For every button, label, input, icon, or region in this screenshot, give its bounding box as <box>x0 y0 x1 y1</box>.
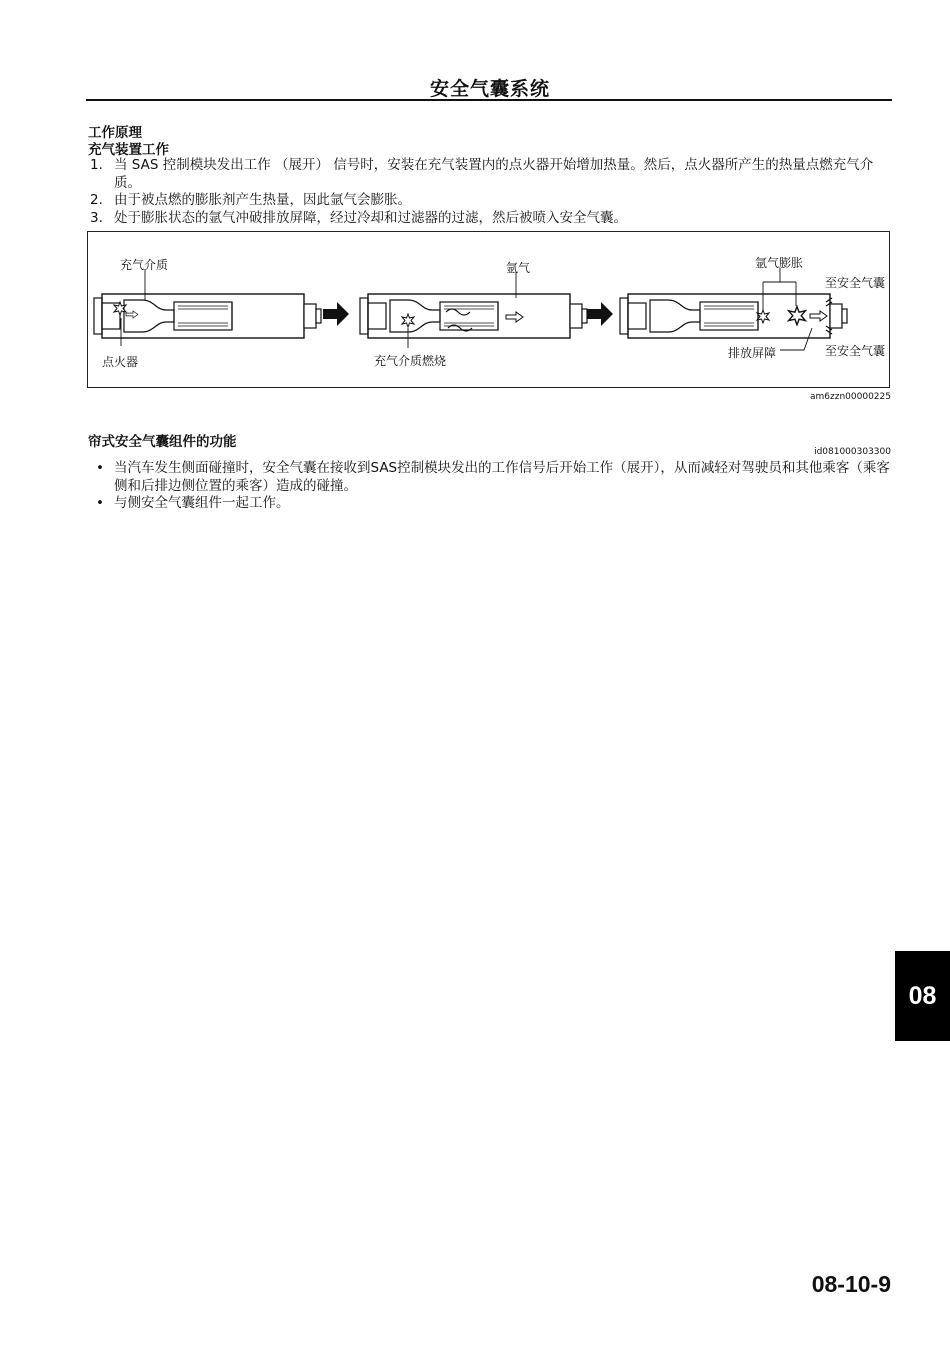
step-text: 由于被点燃的膨胀剂产生热量，因此氩气会膨胀。 <box>114 192 411 208</box>
bullet-item <box>96 459 892 495</box>
section-title-operation: 工作原理 <box>88 125 142 141</box>
page-number: 08-10-9 <box>811 1271 891 1297</box>
chapter-tab: 08 <box>895 951 950 1041</box>
bullet-dot: • <box>96 495 104 511</box>
label-to-airbag-bottom: 至安全气囊 <box>825 344 886 358</box>
page-title: 安全气囊系统 <box>429 78 550 100</box>
step-1 <box>90 156 892 192</box>
step-2 <box>90 191 892 209</box>
label-inflation-medium: 充气介质 <box>120 258 169 272</box>
label-argon: 氩气 <box>506 261 531 275</box>
figure-id: am6zzn00000225 <box>810 392 891 402</box>
label-medium-burning: 充气介质燃烧 <box>374 354 447 368</box>
label-argon-expansion: 氩气膨胀 <box>755 256 804 270</box>
inflator-operation-figure <box>87 231 890 388</box>
label-exhaust-barrier: 排放屏障 <box>728 346 777 360</box>
step-3 <box>90 209 892 227</box>
subsection-title-inflator: 充气装置工作 <box>88 142 169 158</box>
bullet-text: 当汽车发生侧面碰撞时，安全气囊在接收到SAS控制模块发出的工作信号后开始工作（展开），从而减轻对驾驶员和其他乘客（乘客侧和后排边侧位置的乘客）造成的碰撞。 <box>114 460 890 494</box>
title-rule <box>86 99 892 101</box>
step-number: 3. <box>90 210 103 226</box>
step-text: 当 SAS 控制模块发出工作 （展开） 信号时，安装在充气装置内的点火器开始增加热量。然后，点火器所产生的热量点燃充气介质。 <box>114 157 874 191</box>
step-text: 处于膨胀状态的氩气冲破排放屏障，经过冷却和过滤器的过滤，然后被喷入安全气囊。 <box>114 210 627 226</box>
label-igniter: 点火器 <box>102 355 139 369</box>
label-to-airbag-top: 至安全气囊 <box>825 276 886 290</box>
bullet-text: 与侧安全气囊组件一起工作。 <box>114 495 290 511</box>
step-number: 2. <box>90 192 103 208</box>
section-title-curtain-airbag: 帘式安全气囊组件的功能 <box>88 434 237 450</box>
step-number: 1. <box>90 157 103 173</box>
document-id: id081000303300 <box>814 447 891 457</box>
bullet-dot: • <box>96 460 104 476</box>
bullet-item <box>96 494 892 512</box>
